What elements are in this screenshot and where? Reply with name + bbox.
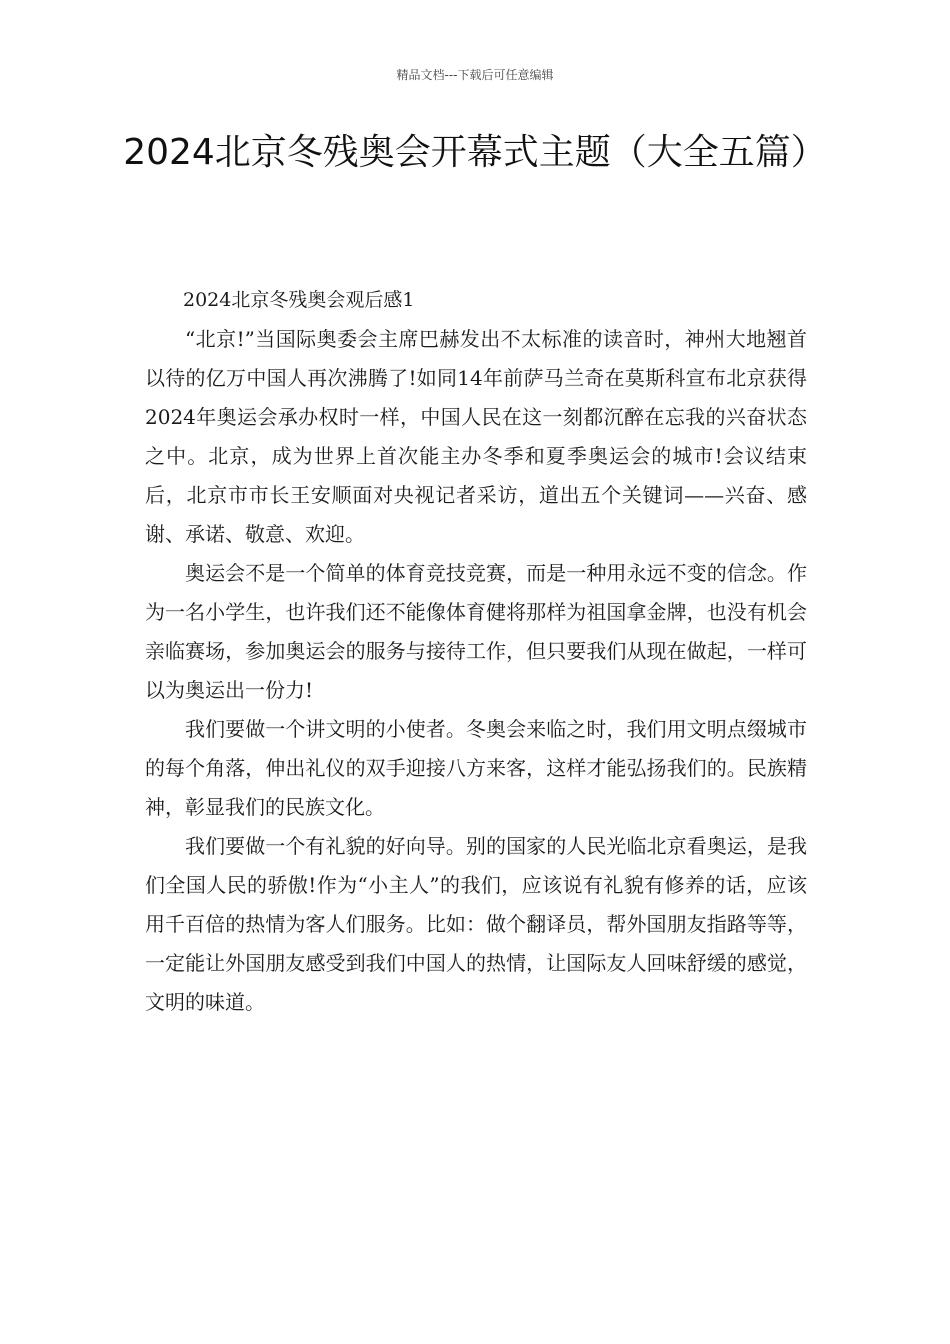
paragraph: “北京!”当国际奥委会主席巴赫发出不太标准的读音时，神州大地翘首以待的亿万中国人再次沸腾了!如同14年前萨马兰奇在莫斯科宣布北京获得2024年奥运会承办权时一样，中国人民在这一刻都沉醉在忘我的兴奋状态之中。北京，成为世界上首次能主办冬季和夏季奥运会的城市!会议结束后，北京市市长王安顺面对央视记者采访，道出五个关键词——兴奋、感谢、承诺、敬意、欢迎。: [145, 327, 807, 546]
document-body: [145, 281, 807, 1022]
paragraph: 我们要做一个讲文明的小使者。冬奥会来临之时，我们用文明点缀城市的每个角落，伸出礼仪的双手迎接八方来客，这样才能弘扬我们的。民族精神，彰显我们的民族文化。: [145, 717, 807, 819]
paragraph: 奥运会不是一个简单的体育竞技竞赛，而是一种用永远不变的信念。作为一名小学生，也许我们还不能像体育健将那样为祖国拿金牌，也没有机会亲临赛场，参加奥运会的服务与接待工作，但只要我们从现在做起，一样可以为奥运出一份力!: [145, 561, 807, 702]
header-note: 精品文档---下载后可任意编辑: [396, 68, 554, 82]
document-title: 2024北京冬残奥会开幕式主题（大全五篇）: [123, 132, 827, 173]
paragraph: 我们要做一个有礼貌的好向导。别的国家的人民光临北京看奥运，是我们全国人民的骄傲!作为“小主人”的我们，应该说有礼貌有修养的话，应该用千百倍的热情为客人们服务。比如：做个翻译员，帮外国朋友指路等等，一定能让外国朋友感受到我们中国人的热情，让国际友人回味舒缓的感觉，文明的味道。: [145, 834, 807, 1014]
section-subheading: 2024北京冬残奥会观后感1: [183, 289, 415, 311]
